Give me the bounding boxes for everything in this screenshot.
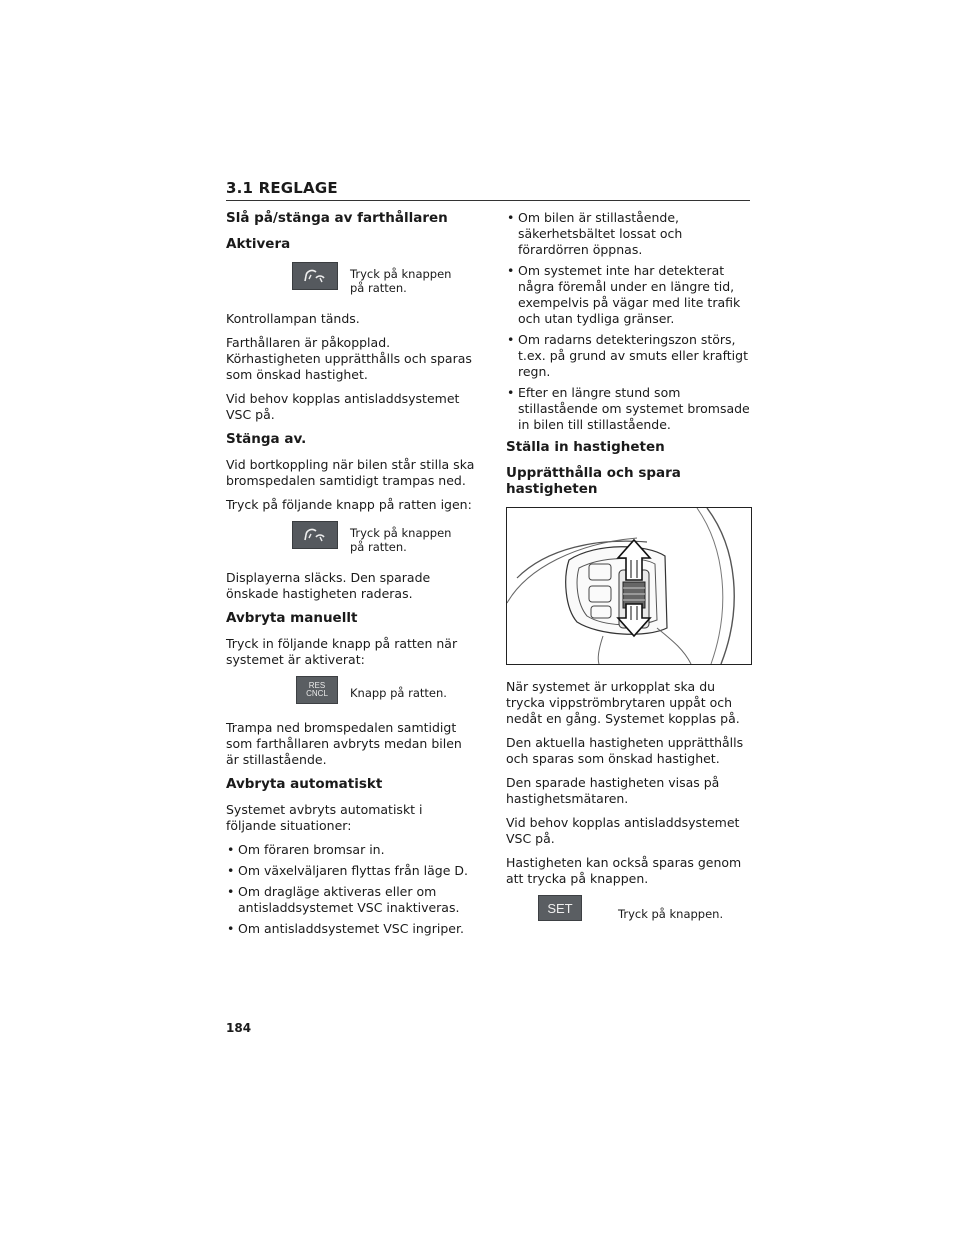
page-title: Slå på/stänga av farthållaren [226,210,448,226]
left-column [226,210,476,942]
heading-manual-cancel: Avbryta manuellt [226,610,358,626]
list-item: • Efter en längre stund som stillastående om systemet bromsade in bilen till stillastående. [506,385,756,433]
paragraph: Den sparade hastigheten visas på hastighetsmätaren. [506,775,720,806]
res-cncl-key [296,676,338,704]
res-label: RES [308,681,326,690]
set-button-row [506,895,756,921]
list-item: • Om radarns detekteringszon störs, t.ex. på grund av smuts eller kraftigt regn. [506,332,756,380]
deactivate-button-caption: Tryck på knappen på ratten. [350,526,452,554]
paragraph: Tryck på följande knapp på ratten igen: [226,497,472,512]
activate-button-caption: Tryck på knappen på ratten. [350,267,452,295]
cruise-control-icon [292,262,338,290]
paragraph: Systemet avbryts automatiskt i följande situationer: [226,802,423,833]
paragraph: När systemet är urkopplat ska du trycka vippströmbrytaren uppåt och nedåt en gång. Systemet kopplas på. [506,679,740,726]
list-item: • Om antisladdsystemet VSC ingriper. [226,921,476,937]
subheading-maintain-speed: Upprätthålla och spara hastigheten [506,465,681,497]
auto-cancel-list [226,842,476,937]
paragraph: Farthållaren är påkopplad. Körhastigheten upprätthålls och sparas som önskad hastighet. [226,335,472,382]
list-item: • Om systemet inte har detekterat några föremål under en längre tid, exempelvis på vägar med lite trafik och utan tydliga gränser. [506,263,756,327]
heading-auto-cancel: Avbryta automatiskt [226,776,383,792]
res-cncl-button-row [226,676,476,704]
paragraph: Vid behov kopplas antisladdsystemet VSC på. [506,815,740,846]
cruise-control-icon [292,521,338,549]
paragraph: Kontrollampan tänds. [226,311,360,326]
paragraph: Displayerna släcks. Den sparade önskade hastigheten raderas. [226,570,431,601]
auto-cancel-list-continued [506,210,756,433]
paragraph: Vid bortkoppling när bilen står stilla ska bromspedalen samtidigt trampas ned. [226,457,475,488]
paragraph: Tryck in följande knapp på ratten när systemet är aktiverat: [226,636,458,667]
deactivate-button-row [226,521,476,554]
res-cncl-caption: Knapp på ratten. [350,686,447,700]
heading-activate: Aktivera [226,236,291,252]
paragraph: Den aktuella hastigheten upprätthålls och sparas som önskad hastighet. [506,735,744,766]
steering-wheel-image [507,508,751,664]
heading-set-speed: Ställa in hastigheten [506,439,665,455]
page-number: 184 [226,1021,252,1035]
list-item: • Om dragläge aktiveras eller om antisladdsystemet VSC inaktiveras. [226,884,476,916]
heading-deactivate: Stänga av. [226,431,307,447]
set-key: SET [538,895,582,921]
list-item: • Om växelväljaren flyttas från läge D. [226,863,476,879]
paragraph: Vid behov kopplas antisladdsystemet VSC på. [226,391,460,422]
list-item: • Om bilen är stillastående, säkerhetsbältet lossat och förardörren öppnas. [506,210,756,258]
paragraph: Trampa ned bromspedalen samtidigt som farthållaren avbryts medan bilen är stillastående. [226,720,462,767]
set-button-caption: Tryck på knappen. [618,907,724,921]
right-column [506,210,756,937]
activate-button-row [226,262,476,295]
list-item: • Om föraren bromsar in. [226,842,476,858]
steering-wheel-switch-illustration [506,507,752,665]
cncl-label: CNCL [306,689,328,698]
paragraph: Hastigheten kan också sparas genom att trycka på knappen. [506,855,742,886]
section-header: 3.1 REGLAGE [226,179,750,201]
